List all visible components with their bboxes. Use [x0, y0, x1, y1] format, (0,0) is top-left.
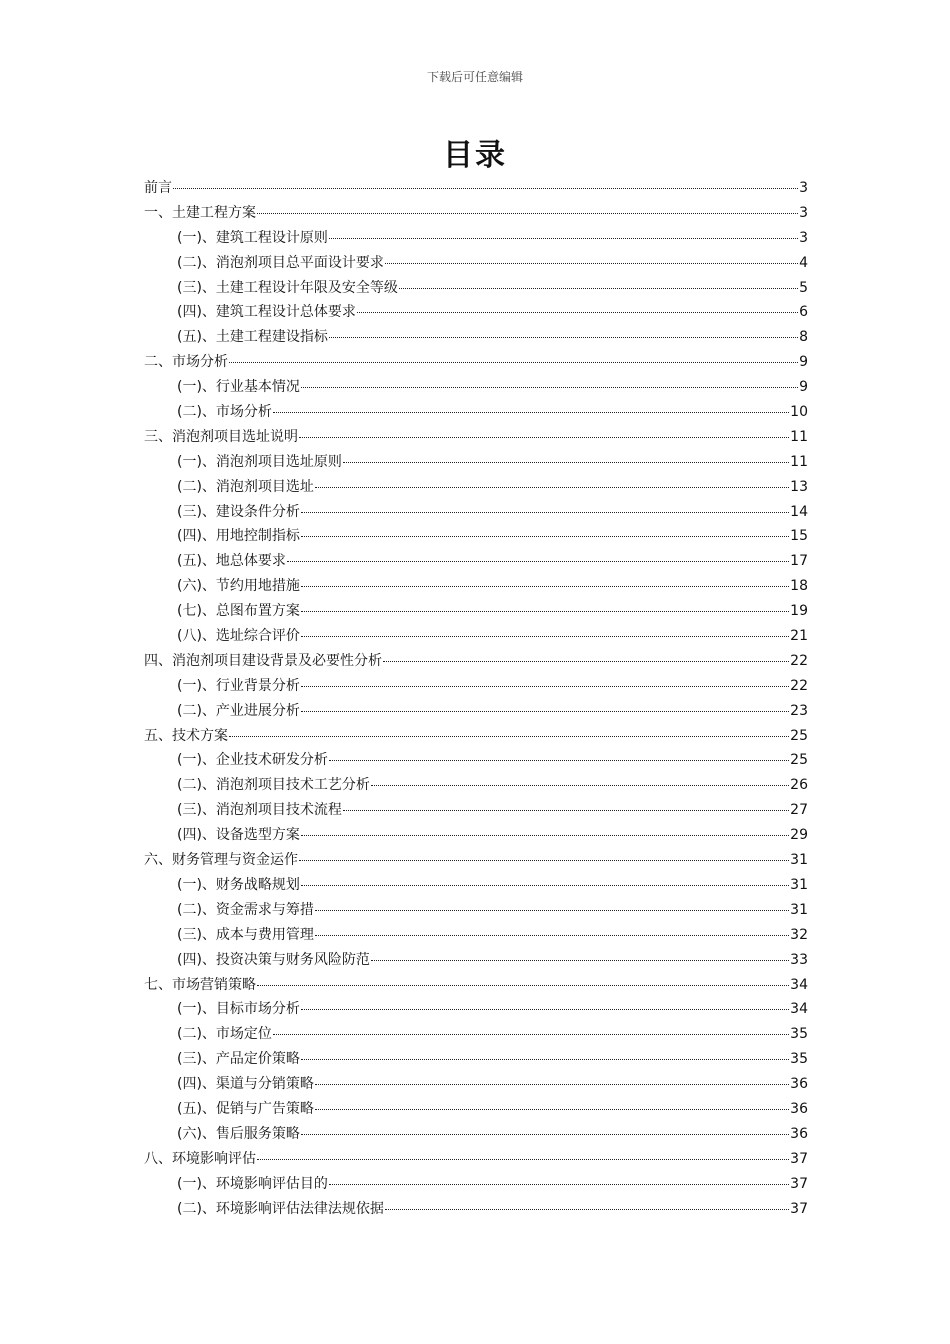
toc-subentry[interactable] — [144, 823, 808, 848]
toc-subentry[interactable] — [144, 798, 808, 823]
toc-entry-text: (六)、售后服务策略 — [177, 1125, 300, 1142]
toc-page-number: 37 — [790, 1150, 808, 1167]
toc-entry-text: (四)、设备选型方案 — [177, 827, 300, 844]
toc-subentry[interactable] — [144, 1122, 808, 1147]
toc-page-number: 11 — [790, 428, 808, 445]
toc-page-number: 11 — [790, 453, 808, 470]
toc-entry-text: 七、市场营销策略 — [144, 976, 256, 993]
toc-dot-leader — [301, 711, 789, 712]
toc-entry[interactable] — [144, 201, 808, 226]
toc-entry-text: 五、技术方案 — [144, 727, 228, 744]
toc-entry-text: (一)、企业技术研发分析 — [177, 752, 328, 769]
toc-page-number: 10 — [790, 404, 808, 421]
toc-page-number: 32 — [790, 926, 808, 943]
toc-dot-leader — [257, 1159, 789, 1160]
toc-dot-leader — [343, 462, 789, 463]
toc-subentry[interactable] — [144, 624, 808, 649]
toc-entry[interactable] — [144, 425, 808, 450]
toc-dot-leader — [301, 611, 789, 612]
toc-subentry[interactable] — [144, 748, 808, 773]
toc-page-number: 37 — [790, 1200, 808, 1217]
toc-dot-leader — [257, 985, 789, 986]
toc-page-number: 25 — [790, 727, 808, 744]
toc-subentry[interactable] — [144, 1097, 808, 1122]
toc-dot-leader — [301, 1059, 789, 1060]
toc-entry-text: 二、市场分析 — [144, 354, 228, 371]
toc-subentry[interactable] — [144, 500, 808, 525]
toc-entry-text: (二)、消泡剂项目选址 — [177, 478, 314, 495]
toc-dot-leader — [385, 1209, 789, 1210]
toc-entry[interactable] — [144, 176, 808, 201]
toc-subentry[interactable] — [144, 873, 808, 898]
toc-entry-text: (五)、地总体要求 — [177, 553, 286, 570]
toc-entry-text: (一)、建筑工程设计原则 — [177, 229, 328, 246]
table-of-contents — [144, 176, 808, 1221]
toc-entry[interactable] — [144, 350, 808, 375]
toc-entry-text: (一)、财务战略规划 — [177, 876, 300, 893]
toc-subentry[interactable] — [144, 997, 808, 1022]
toc-entry-text: (三)、消泡剂项目技术流程 — [177, 802, 342, 819]
toc-dot-leader — [343, 810, 789, 811]
toc-entry-text: 一、土建工程方案 — [144, 204, 256, 221]
toc-entry-text: (一)、消泡剂项目选址原则 — [177, 453, 342, 470]
toc-page-number: 18 — [790, 578, 808, 595]
toc-entry-text: (二)、环境影响评估法律法规依据 — [177, 1200, 384, 1217]
toc-subentry[interactable] — [144, 923, 808, 948]
toc-dot-leader — [383, 661, 789, 662]
toc-subentry[interactable] — [144, 948, 808, 973]
toc-dot-leader — [273, 1034, 789, 1035]
toc-subentry[interactable] — [144, 450, 808, 475]
toc-entry-text: (一)、行业背景分析 — [177, 677, 300, 694]
toc-page-number: 29 — [790, 827, 808, 844]
toc-page-number: 26 — [790, 777, 808, 794]
toc-subentry[interactable] — [144, 574, 808, 599]
toc-page-number: 34 — [790, 1001, 808, 1018]
toc-dot-leader — [315, 487, 789, 488]
toc-dot-leader — [229, 362, 798, 363]
toc-entry-text: (一)、环境影响评估目的 — [177, 1175, 328, 1192]
toc-subentry[interactable] — [144, 773, 808, 798]
toc-page-number: 9 — [799, 354, 808, 371]
toc-dot-leader — [299, 860, 789, 861]
toc-page-number: 22 — [790, 652, 808, 669]
toc-entry-text: (六)、节约用地措施 — [177, 578, 300, 595]
toc-dot-leader — [287, 561, 789, 562]
toc-subentry[interactable] — [144, 400, 808, 425]
toc-title: 目录 — [443, 138, 507, 173]
toc-page-number: 35 — [790, 1026, 808, 1043]
toc-page-number: 14 — [790, 503, 808, 520]
toc-entry-text: (五)、土建工程建设指标 — [177, 329, 328, 346]
toc-dot-leader — [301, 885, 789, 886]
toc-subentry[interactable] — [144, 276, 808, 301]
toc-subentry[interactable] — [144, 226, 808, 251]
toc-entry-text: (四)、用地控制指标 — [177, 528, 300, 545]
toc-dot-leader — [301, 586, 789, 587]
toc-subentry[interactable] — [144, 1047, 808, 1072]
toc-dot-leader — [329, 760, 789, 761]
toc-entry-text: (八)、选址综合评价 — [177, 628, 300, 645]
toc-dot-leader — [301, 636, 789, 637]
toc-page-number: 27 — [790, 802, 808, 819]
toc-page-number: 23 — [790, 702, 808, 719]
toc-subentry[interactable] — [144, 674, 808, 699]
toc-dot-leader — [301, 536, 789, 537]
toc-page-number: 31 — [790, 876, 808, 893]
toc-page-number: 15 — [790, 528, 808, 545]
toc-page-number: 13 — [790, 478, 808, 495]
toc-entry-text: (四)、投资决策与财务风险防范 — [177, 951, 370, 968]
toc-dot-leader — [371, 960, 789, 961]
toc-dot-leader — [315, 1084, 789, 1085]
toc-entry-text: (七)、总图布置方案 — [177, 603, 300, 620]
toc-entry[interactable] — [144, 1147, 808, 1172]
toc-dot-leader — [315, 910, 789, 911]
toc-dot-leader — [315, 935, 789, 936]
toc-page-number: 25 — [790, 752, 808, 769]
toc-page-number: 31 — [790, 852, 808, 869]
toc-dot-leader — [257, 213, 798, 214]
toc-subentry[interactable] — [144, 1197, 808, 1222]
toc-entry-text: (三)、产品定价策略 — [177, 1051, 300, 1068]
toc-page-number: 17 — [790, 553, 808, 570]
toc-page-number: 22 — [790, 677, 808, 694]
toc-subentry[interactable] — [144, 1172, 808, 1197]
toc-dot-leader — [301, 1134, 789, 1135]
toc-subentry[interactable] — [144, 1072, 808, 1097]
toc-dot-leader — [301, 686, 789, 687]
toc-page-number: 34 — [790, 976, 808, 993]
toc-entry-text: (三)、建设条件分析 — [177, 503, 300, 520]
toc-page-number: 6 — [799, 304, 808, 321]
toc-page-number: 33 — [790, 951, 808, 968]
toc-dot-leader — [315, 1109, 789, 1110]
toc-page-number: 3 — [799, 204, 808, 221]
toc-entry-text: 八、环境影响评估 — [144, 1150, 256, 1167]
toc-page-number: 35 — [790, 1051, 808, 1068]
toc-dot-leader — [301, 512, 789, 513]
toc-dot-leader — [357, 312, 798, 313]
toc-entry-text: (二)、市场分析 — [177, 404, 272, 421]
toc-entry-text: 三、消泡剂项目选址说明 — [144, 428, 298, 445]
page-header: 下载后可任意编辑 — [426, 70, 523, 84]
toc-entry-text: 前言 — [144, 180, 172, 196]
toc-subentry[interactable] — [144, 1022, 808, 1047]
toc-entry-text: (二)、资金需求与筹措 — [177, 901, 314, 918]
toc-entry[interactable] — [144, 973, 808, 998]
toc-page-number: 3 — [799, 229, 808, 246]
toc-subentry[interactable] — [144, 251, 808, 276]
toc-entry-text: (三)、成本与费用管理 — [177, 926, 314, 943]
toc-entry-text: 六、财务管理与资金运作 — [144, 852, 298, 869]
toc-entry-text: (一)、目标市场分析 — [177, 1001, 300, 1018]
toc-subentry[interactable] — [144, 325, 808, 350]
toc-page-number: 37 — [790, 1175, 808, 1192]
toc-dot-leader — [229, 736, 789, 737]
toc-page-number: 8 — [799, 329, 808, 346]
toc-subentry[interactable] — [144, 375, 808, 400]
toc-page-number: 36 — [790, 1100, 808, 1117]
toc-page-number: 19 — [790, 603, 808, 620]
toc-subentry[interactable] — [144, 300, 808, 325]
toc-entry-text: (一)、行业基本情况 — [177, 379, 300, 396]
toc-dot-leader — [299, 437, 789, 438]
toc-entry-text: (四)、建筑工程设计总体要求 — [177, 304, 356, 321]
toc-subentry[interactable] — [144, 898, 808, 923]
toc-page-number: 4 — [799, 254, 808, 271]
toc-dot-leader — [371, 785, 789, 786]
toc-entry[interactable] — [144, 848, 808, 873]
toc-dot-leader — [399, 288, 798, 289]
toc-subentry[interactable] — [144, 524, 808, 549]
toc-page-number: 36 — [790, 1076, 808, 1093]
toc-dot-leader — [301, 387, 798, 388]
toc-entry-text: (五)、促销与广告策略 — [177, 1100, 314, 1117]
toc-dot-leader — [385, 263, 798, 264]
toc-page-number: 21 — [790, 628, 808, 645]
toc-subentry[interactable] — [144, 699, 808, 724]
toc-entry-text: (二)、消泡剂项目技术工艺分析 — [177, 777, 370, 794]
toc-page-number: 3 — [799, 180, 808, 196]
toc-dot-leader — [329, 1184, 789, 1185]
toc-entry-text: (二)、市场定位 — [177, 1026, 272, 1043]
toc-entry-text: (四)、渠道与分销策略 — [177, 1076, 314, 1093]
toc-page-number: 5 — [799, 279, 808, 296]
toc-dot-leader — [329, 238, 798, 239]
toc-entry-text: (三)、土建工程设计年限及安全等级 — [177, 279, 398, 296]
toc-dot-leader — [301, 835, 789, 836]
toc-subentry[interactable] — [144, 475, 808, 500]
toc-page-number: 36 — [790, 1125, 808, 1142]
toc-dot-leader — [173, 188, 798, 189]
toc-entry-text: 四、消泡剂项目建设背景及必要性分析 — [144, 652, 382, 669]
toc-subentry[interactable] — [144, 549, 808, 574]
toc-entry-text: (二)、消泡剂项目总平面设计要求 — [177, 254, 384, 271]
toc-entry[interactable] — [144, 649, 808, 674]
toc-subentry[interactable] — [144, 599, 808, 624]
toc-dot-leader — [301, 1009, 789, 1010]
toc-entry-text: (二)、产业进展分析 — [177, 702, 300, 719]
toc-page-number: 31 — [790, 901, 808, 918]
toc-page-number: 9 — [799, 379, 808, 396]
toc-dot-leader — [329, 337, 798, 338]
toc-dot-leader — [273, 412, 789, 413]
toc-entry[interactable] — [144, 724, 808, 749]
